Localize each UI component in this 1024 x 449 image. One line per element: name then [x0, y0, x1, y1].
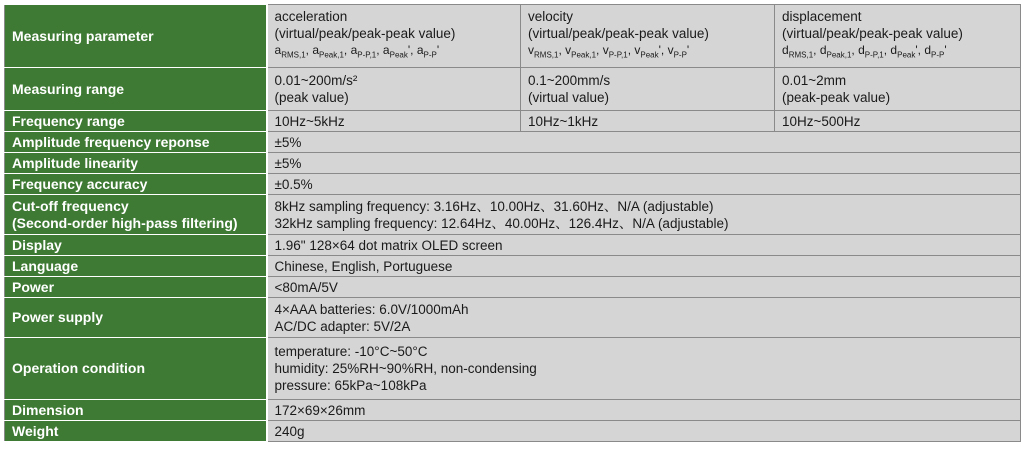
row-operation-condition	[5, 338, 1021, 400]
operation-temperature: temperature: -10°C~50°C	[274, 344, 428, 359]
frequency-accuracy-value: ±0.5%	[267, 174, 1021, 195]
row-measuring-parameter	[5, 5, 1021, 68]
velocity-range-note: (virtual value)	[528, 90, 610, 105]
amplitude-frequency-response-label: Amplitude frequency reponse	[5, 132, 267, 153]
parameter-symbol: $a_{P-P,1}$,	[350, 43, 383, 60]
parameter-symbol: $v_{P-P,1}$,	[602, 43, 635, 60]
parameter-symbol: $v_{RMS,1}$,	[528, 43, 566, 60]
row-frequency-accuracy	[5, 174, 1021, 195]
displacement-symbols	[782, 42, 1013, 63]
parameter-symbol: $v_{Peak,1}$,	[565, 43, 603, 60]
parameter-symbol: $d_{RMS,1}$,	[782, 43, 820, 60]
acceleration-range-cell	[267, 68, 521, 111]
displacement-frequency-range: 10Hz~500Hz	[775, 111, 1021, 132]
row-dimension	[5, 400, 1021, 421]
display-value: 1.96" 128×64 dot matrix OLED screen	[267, 235, 1021, 256]
velocity-note: (virtual/peak/peak-peak value)	[528, 26, 709, 42]
row-frequency-range	[5, 111, 1021, 132]
language-value: Chinese, English, Portuguese	[267, 256, 1021, 277]
row-power-supply	[5, 298, 1021, 338]
cutoff-frequency-value	[267, 195, 1021, 235]
acceleration-frequency-range: 10Hz~5kHz	[267, 111, 521, 132]
cutoff-frequency-8khz: 8kHz sampling frequency: 3.16Hz、10.00Hz、31.60Hz、N/A (adjustable)	[274, 198, 714, 214]
power-supply-value	[267, 298, 1021, 338]
parameter-symbol: $d_{P-P}'$	[924, 43, 947, 60]
amplitude-linearity-label: Amplitude linearity	[5, 153, 267, 174]
weight-value: 240g	[267, 421, 1021, 442]
displacement-name: displacement	[782, 9, 862, 25]
displacement-parameter-cell	[775, 5, 1021, 68]
operation-pressure: pressure: 65kPa~108kPa	[274, 378, 427, 393]
acceleration-parameter-cell	[267, 5, 521, 68]
frequency-range-label: Frequency range	[5, 111, 267, 132]
weight-label: Weight	[5, 421, 267, 442]
cutoff-frequency-32khz: 32kHz sampling frequency: 12.64Hz、40.00Hz、126.4Hz、N/A (adjustable)	[274, 215, 729, 231]
dimension-value: 172×69×26mm	[267, 400, 1021, 421]
parameter-symbol: $d_{Peak}'$,	[890, 43, 925, 60]
velocity-parameter-cell	[521, 5, 775, 68]
acceleration-note: (virtual/peak/peak-peak value)	[274, 26, 456, 42]
parameter-symbol: $a_{P-P}'$	[416, 43, 440, 60]
specification-table	[4, 4, 1021, 442]
dimension-label: Dimension	[5, 400, 267, 421]
operation-condition-value	[267, 338, 1021, 400]
power-supply-label: Power supply	[5, 298, 267, 338]
displacement-range-value: 0.01~2mm	[782, 73, 847, 88]
velocity-frequency-range: 10Hz~1kHz	[521, 111, 775, 132]
cutoff-frequency-label-line1: Cut-off frequency	[12, 197, 129, 214]
displacement-note: (virtual/peak/peak-peak value)	[782, 26, 963, 42]
cutoff-frequency-label	[5, 195, 267, 235]
parameter-symbol: $a_{RMS,1}$,	[274, 43, 313, 60]
parameter-symbol: $v_{P-P}'$	[667, 43, 690, 60]
measuring-range-label: Measuring range	[5, 68, 267, 111]
parameter-symbol: $d_{P-P,1}$,	[858, 43, 891, 60]
acceleration-name: acceleration	[274, 9, 348, 25]
amplitude-linearity-value: ±5%	[267, 153, 1021, 174]
displacement-range-cell	[775, 68, 1021, 111]
row-cutoff-frequency	[5, 195, 1021, 235]
amplitude-frequency-response-value: ±5%	[267, 132, 1021, 153]
language-label: Language	[5, 256, 267, 277]
velocity-range-cell	[521, 68, 775, 111]
displacement-range-note: (peak-peak value)	[782, 90, 891, 105]
row-amplitude-linearity	[5, 153, 1021, 174]
velocity-range-value: 0.1~200mm/s	[528, 73, 611, 88]
power-label: Power	[5, 277, 267, 298]
acceleration-symbols	[275, 42, 514, 63]
acceleration-range-value: 0.01~200m/s²	[274, 73, 358, 88]
parameter-symbol: $a_{Peak,1}$,	[312, 43, 351, 60]
power-value: <80mA/5V	[267, 277, 1021, 298]
operation-condition-label: Operation condition	[5, 338, 267, 400]
display-label: Display	[5, 235, 267, 256]
row-language	[5, 256, 1021, 277]
row-measuring-range	[5, 68, 1021, 111]
parameter-symbol: $a_{Peak}'$,	[382, 43, 417, 60]
velocity-symbols	[528, 42, 767, 63]
power-supply-batteries: 4×AAA batteries: 6.0V/1000mAh	[274, 301, 469, 317]
velocity-name: velocity	[528, 9, 574, 25]
parameter-symbol: $v_{Peak}'$,	[634, 43, 668, 60]
row-display	[5, 235, 1021, 256]
row-power	[5, 277, 1021, 298]
frequency-accuracy-label: Frequency accuracy	[5, 174, 267, 195]
acceleration-range-note: (peak value)	[274, 90, 349, 105]
operation-humidity: humidity: 25%RH~90%RH, non-condensing	[274, 361, 537, 376]
parameter-symbol: $d_{Peak,1}$,	[819, 43, 859, 60]
cutoff-frequency-label-line2: (Second-order high-pass filtering)	[12, 214, 238, 231]
power-supply-adapter: AC/DC adapter: 5V/2A	[274, 318, 411, 334]
row-amplitude-frequency-response	[5, 132, 1021, 153]
row-weight	[5, 421, 1021, 442]
measuring-parameter-label: Measuring parameter	[5, 5, 267, 68]
